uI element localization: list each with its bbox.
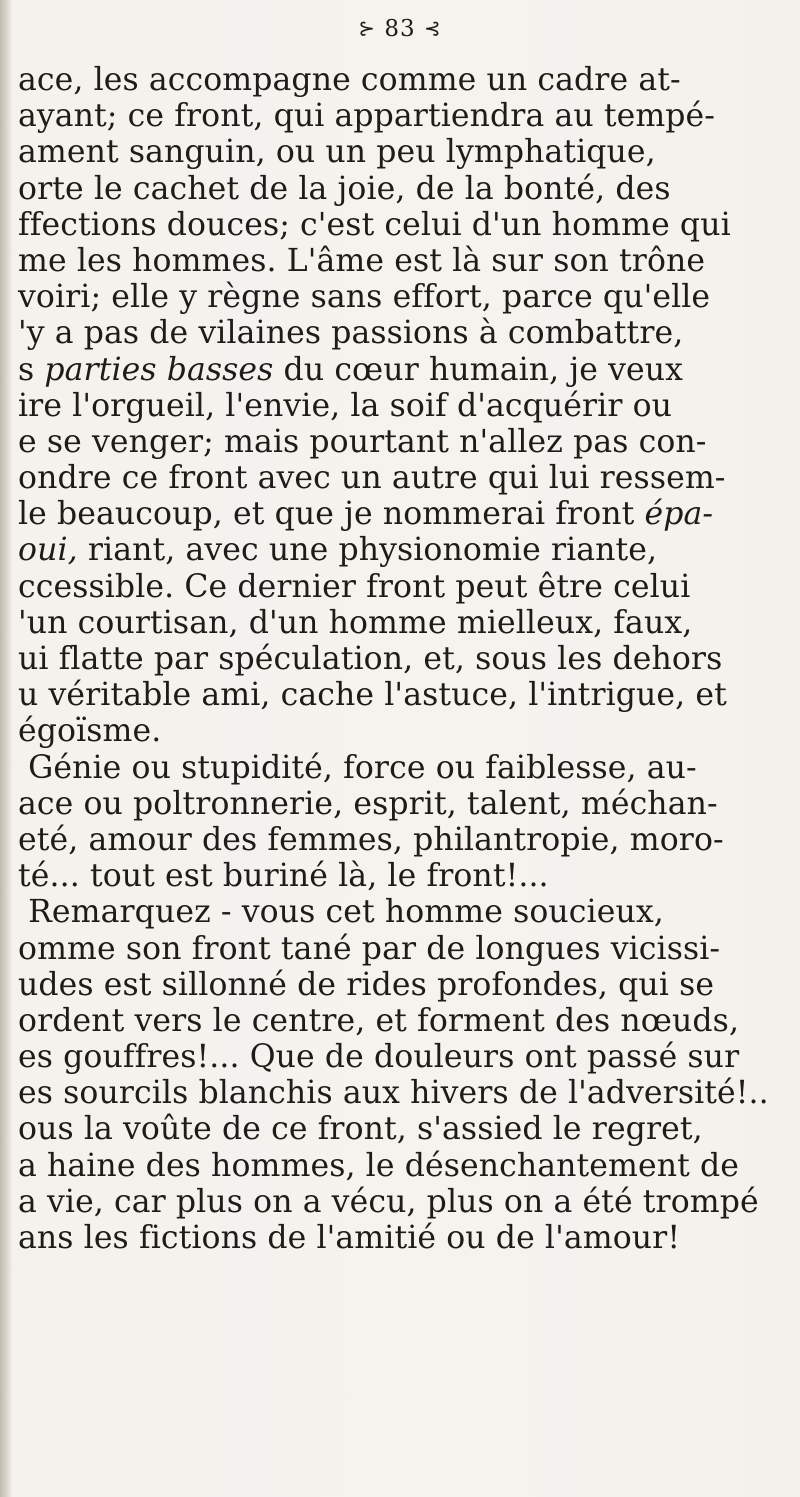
text-line: ordent vers le centre, et forment des nœuds,: [18, 1002, 740, 1039]
ornament-left: ⊱: [358, 16, 377, 40]
text-line: té... tout est buriné là, le front!...: [18, 858, 549, 895]
text-run: s: [18, 351, 45, 388]
text-line: me les hommes. L'âme est là sur son trône: [18, 242, 706, 279]
text-run: riant, avec une physionomie riante,: [77, 532, 658, 569]
page-gutter-shadow: [0, 0, 12, 1497]
text-line: ire l'orgueil, l'envie, la soif d'acquérir ou: [18, 387, 673, 424]
ornament-right: ⊰: [423, 16, 442, 40]
text-line: es sourcils blanchis aux hivers de l'adversité!..: [18, 1075, 769, 1112]
text-line: a vie, car plus on a vécu, plus on a été trompé: [18, 1183, 759, 1220]
text-line: u véritable ami, cache l'astuce, l'intrigue, et: [18, 677, 727, 714]
text-line: [18, 496, 758, 532]
text-body: [18, 62, 769, 1256]
text-line: voiri; elle y règne sans effort, parce qu'elle: [18, 279, 711, 316]
text-line: ui flatte par spéculation, et, sous les dehors: [18, 641, 723, 677]
italic-text-run: oui,: [18, 532, 78, 569]
text-line: ffections douces; c'est celui d'un homme qui: [18, 206, 731, 243]
text-line: es gouffres!... Que de douleurs ont passé sur: [18, 1039, 740, 1076]
text-line: ament sanguin, ou un peu lymphatique,: [18, 134, 656, 171]
text-run: le beaucoup, et que je nommerai front: [18, 496, 645, 533]
text-line: e se venger; mais pourtant n'allez pas con-: [18, 423, 707, 460]
text-line: 'un courtisan, d'un homme mielleux, faux,: [18, 604, 693, 641]
text-line: eté, amour des femmes, philantropie, moro-: [18, 821, 724, 858]
page-number: 83: [384, 16, 416, 42]
text-line: égoïsme.: [18, 713, 162, 750]
text-line: ondre ce front avec un autre qui lui ressem-: [18, 460, 726, 497]
text-line: a haine des hommes, le désenchantement de: [18, 1147, 739, 1184]
text-line: Remarquez - vous cet homme soucieux,: [18, 894, 664, 931]
text-line: Génie ou stupidité, force ou faiblesse, au-: [18, 749, 697, 786]
text-line: omme son front tané par de longues vicissi-: [18, 930, 721, 967]
text-line: udes est sillonné de rides profondes, qui se: [18, 966, 715, 1003]
text-line: ccessible. Ce dernier front peut être celui: [18, 568, 691, 605]
text-line: 'y a pas de vilaines passions à combattre,: [18, 315, 684, 352]
italic-text-run: parties basses: [44, 351, 274, 388]
text-line: ans les fictions de l'amitié ou de l'amour!: [18, 1220, 681, 1256]
text-line: ace, les accompagne comme un cadre at-: [18, 62, 681, 98]
text-line: ace ou poltronnerie, esprit, talent, méchan-: [18, 785, 718, 822]
page-header: [0, 16, 800, 42]
text-run: du cœur humain, je veux: [273, 351, 683, 388]
text-line: [18, 352, 758, 388]
text-line: ous la voûte de ce front, s'assied le regret,: [18, 1111, 703, 1148]
italic-text-run: épa-: [644, 496, 714, 533]
text-line: ayant; ce front, qui appartiendra au tempé-: [18, 98, 716, 135]
text-line: [18, 532, 758, 568]
text-line: orte le cachet de la joie, de la bonté, des: [18, 170, 671, 207]
